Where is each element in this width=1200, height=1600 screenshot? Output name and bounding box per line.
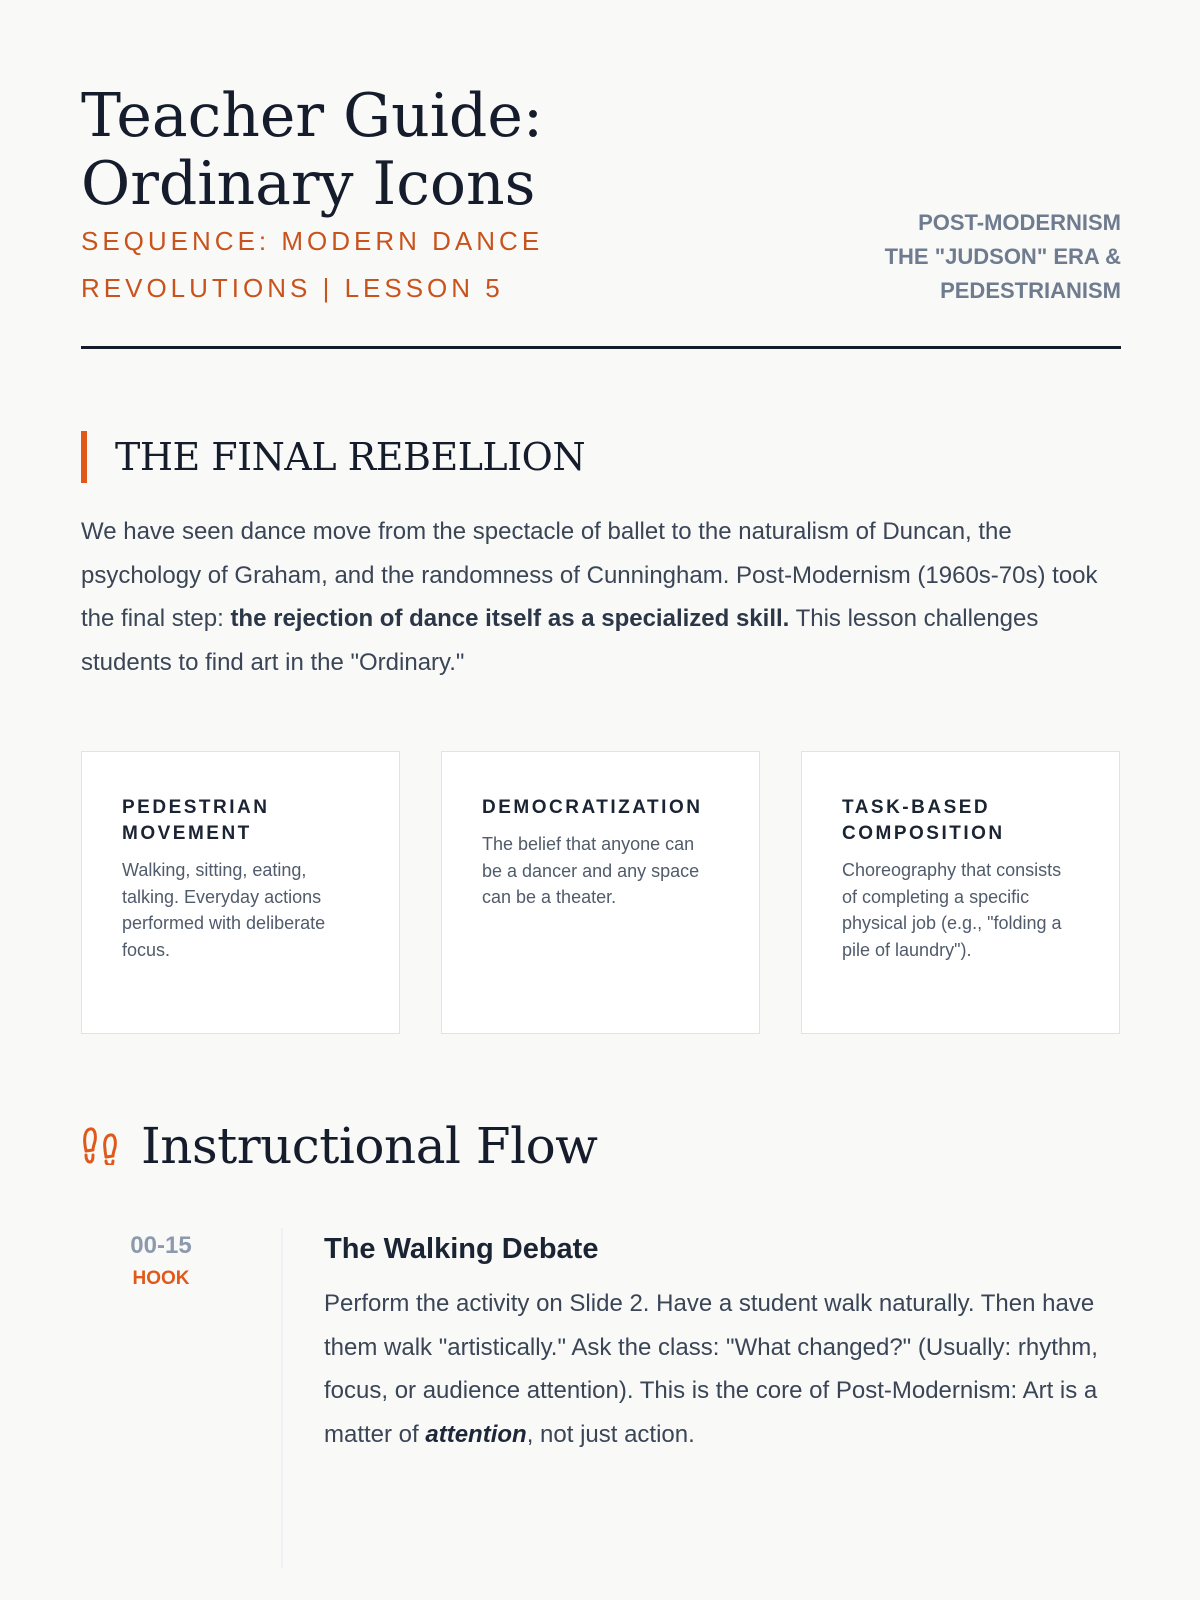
concept-card-title: DEMOCRATIZATION	[482, 797, 703, 818]
concept-cards	[81, 751, 1121, 1034]
section-heading-block	[81, 431, 781, 483]
concept-card	[801, 751, 1120, 1034]
flow-step	[81, 1228, 1121, 1568]
era-line: PEDESTRIANISM	[940, 278, 1121, 303]
era-line: THE "JUDSON" ERA &	[884, 244, 1121, 269]
step-text-emphasis: attention	[425, 1420, 527, 1448]
instructional-flow-heading-block	[81, 1113, 781, 1179]
page-header	[81, 82, 1121, 352]
concept-card-title: TASK-BASED COMPOSITION	[842, 797, 1005, 844]
sequence-label: SEQUENCE: MODERN DANCE REVOLUTIONS | LESSON 5	[81, 226, 544, 303]
concept-card-text: Walking, sitting, eating, talking. Everyday actions performed with deliberate focus.	[122, 860, 326, 960]
intro-text-end: This lesson challenges students to find art in the "Ordinary."	[81, 605, 1039, 676]
intro-paragraph	[81, 510, 1121, 684]
header-divider	[81, 346, 1121, 349]
step-text-start: Perform the activity on Slide 2. Have a student walk naturally. Then have them walk "artistically." Ask the class: "What changed?" (Usually: rhythm, focus, or audience attention). This is the core of Post-Modernism: Art is a matter of	[324, 1290, 1098, 1448]
step-description	[324, 1282, 1114, 1456]
era-line: POST-MODERNISM	[918, 210, 1121, 235]
concept-card-text: The belief that anyone can be a dancer and any space can be a theater.	[482, 834, 700, 907]
section-heading: THE FINAL REBELLION	[115, 435, 586, 479]
intro-text-bold: the rejection of dance itself as a specialized skill.	[230, 605, 790, 632]
step-content	[324, 1228, 1114, 1456]
step-time-range: 00-15	[130, 1232, 192, 1259]
era-label	[821, 206, 1121, 308]
instructional-flow-heading: Instructional Flow	[141, 1117, 598, 1175]
step-text-end: , not just action.	[526, 1420, 695, 1448]
step-divider	[281, 1228, 283, 1568]
concept-card	[81, 751, 400, 1034]
step-title: The Walking Debate	[324, 1233, 599, 1265]
footprints-icon	[81, 1125, 119, 1165]
concept-card-title: PEDESTRIAN MOVEMENT	[122, 797, 270, 844]
step-timing	[81, 1228, 241, 1294]
concept-card-text: Choreography that consists of completing a specific physical job (e.g., "folding a pile of laundry").	[842, 860, 1062, 960]
page-title: Teacher Guide: Ordinary Icons	[81, 81, 544, 219]
concept-card	[441, 751, 760, 1034]
intro-text-start: We have seen dance move from the spectacle of ballet to the naturalism of Duncan, the psychology of Graham, and the randomness of Cunningham. Post-Modernism (1960s-70s) took the final step:	[81, 518, 1098, 632]
step-phase-label: HOOK	[132, 1268, 190, 1289]
